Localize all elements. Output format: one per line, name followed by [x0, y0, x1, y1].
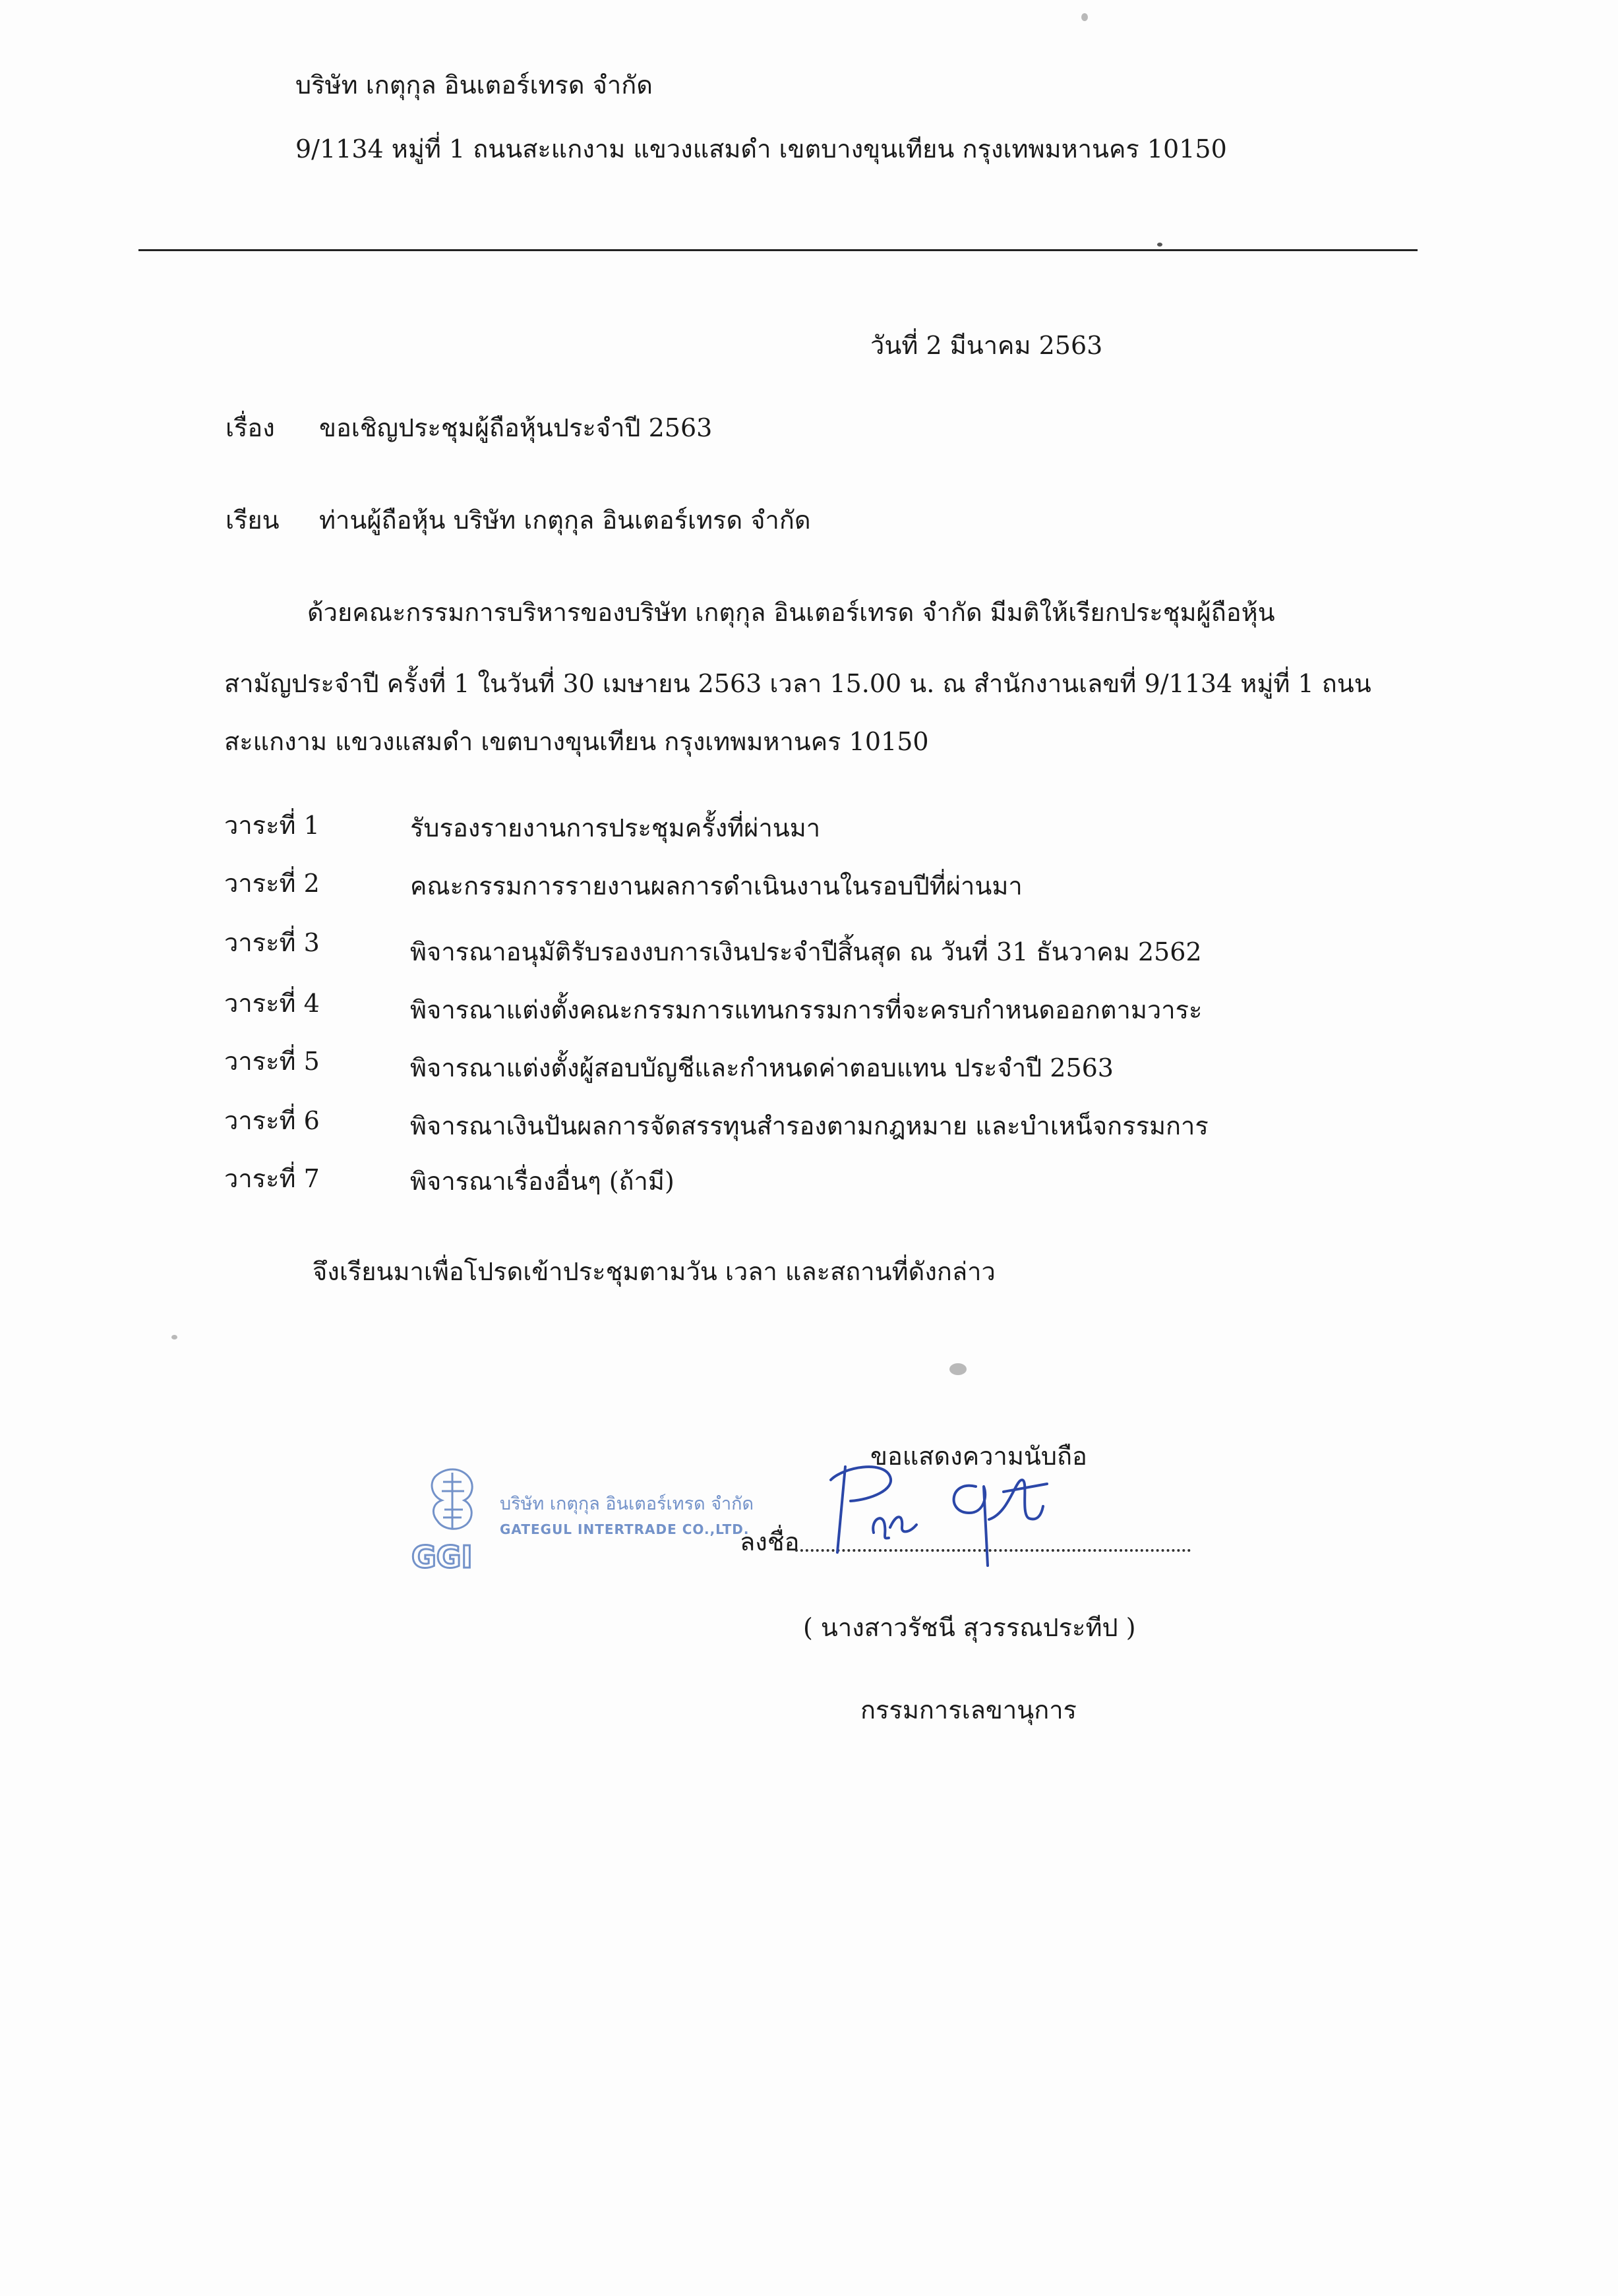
signer-title: กรรมการเลขานุการ [860, 1695, 1077, 1724]
scan-speck [949, 1363, 967, 1375]
scan-speck [171, 1335, 177, 1339]
agenda-number: วาระที่ 6 [224, 1106, 320, 1135]
agenda-item: พิจารณาเรื่องอื่นๆ (ถ้ามี) [410, 1167, 674, 1196]
company-name: บริษัท เกตุกุล อินเตอร์เทรด จำกัด [295, 71, 653, 100]
scan-speck [1157, 243, 1162, 247]
agenda-item: คณะกรรมการรายงานผลการดำเนินงานในรอบปีที่ผ่านมา [410, 871, 1023, 900]
signer-name: ( นางสาวรัชนี สุวรรณประทีป ) [803, 1613, 1136, 1642]
letter-date: วันที่ 2 มีนาคม 2563 [870, 331, 1103, 360]
regards-text: ขอแสดงความนับถือ [870, 1442, 1087, 1471]
body-line: ด้วยคณะกรรมการบริหารของบริษัท เกตุกุล อินเตอร์เทรด จำกัด มีมติให้เรียกประชุมผู้ถือหุ้น [307, 598, 1275, 627]
company-stamp [409, 1463, 778, 1575]
sign-label: ลงชื่อ [740, 1527, 800, 1556]
header-divider [138, 249, 1418, 251]
agenda-number: วาระที่ 1 [224, 811, 320, 840]
company-logo-icon [409, 1463, 494, 1575]
agenda-number: วาระที่ 3 [224, 928, 320, 957]
body-line: สามัญประจำปี ครั้งที่ 1 ในวันที่ 30 เมษายน 2563 เวลา 15.00 น. ณ สำนักงานเลขที่ 9/1134 หมู่ที่ 1 ถนน [224, 669, 1371, 698]
closing-text: จึงเรียนมาเพื่อโปรดเข้าประชุมตามวัน เวลา และสถานที่ดังกล่าว [313, 1257, 996, 1286]
body-line: สะแกงาม แขวงแสมดำ เขตบางขุนเทียน กรุงเทพมหานคร 10150 [224, 727, 929, 756]
scan-speck [1081, 13, 1088, 21]
agenda-item: พิจารณาอนุมัติรับรองงบการเงินประจำปีสิ้นสุด ณ วันที่ 31 ธันวาคม 2562 [410, 937, 1202, 966]
subject-label: เรื่อง [225, 413, 275, 442]
recipient-text: ท่านผู้ถือหุ้น บริษัท เกตุกุล อินเตอร์เทรด จำกัด [319, 506, 811, 535]
agenda-number: วาระที่ 7 [224, 1164, 320, 1193]
agenda-number: วาระที่ 4 [224, 989, 320, 1018]
company-address: 9/1134 หมู่ที่ 1 ถนนสะแกงาม แขวงแสมดำ เขตบางขุนเทียน กรุงเทพมหานคร 10150 [295, 134, 1227, 163]
agenda-number: วาระที่ 5 [224, 1047, 320, 1076]
agenda-item: พิจารณาแต่งตั้งคณะกรรมการแทนกรรมการที่จะครบกำหนดออกตามวาระ [410, 995, 1203, 1024]
subject-text: ขอเชิญประชุมผู้ถือหุ้นประจำปี 2563 [319, 413, 713, 442]
agenda-item: รับรองรายงานการประชุมครั้งที่ผ่านมา [410, 813, 821, 842]
logo-text: GGI [411, 1539, 473, 1575]
stamp-company-name-th: บริษัท เกตุกุล อินเตอร์เทรด จำกัด [500, 1494, 754, 1514]
agenda-number: วาระที่ 2 [224, 869, 320, 898]
agenda-item: พิจารณาแต่งตั้งผู้สอบบัญชีและกำหนดค่าตอบแทน ประจำปี 2563 [410, 1053, 1114, 1082]
stamp-company-name-en: GATEGUL INTERTRADE CO.,LTD. [500, 1521, 750, 1537]
handwritten-signature [811, 1440, 1088, 1572]
recipient-label: เรียน [225, 506, 280, 535]
agenda-item: พิจารณาเงินปันผลการจัดสรรทุนสำรองตามกฎหมาย และบำเหน็จกรรมการ [410, 1111, 1209, 1140]
